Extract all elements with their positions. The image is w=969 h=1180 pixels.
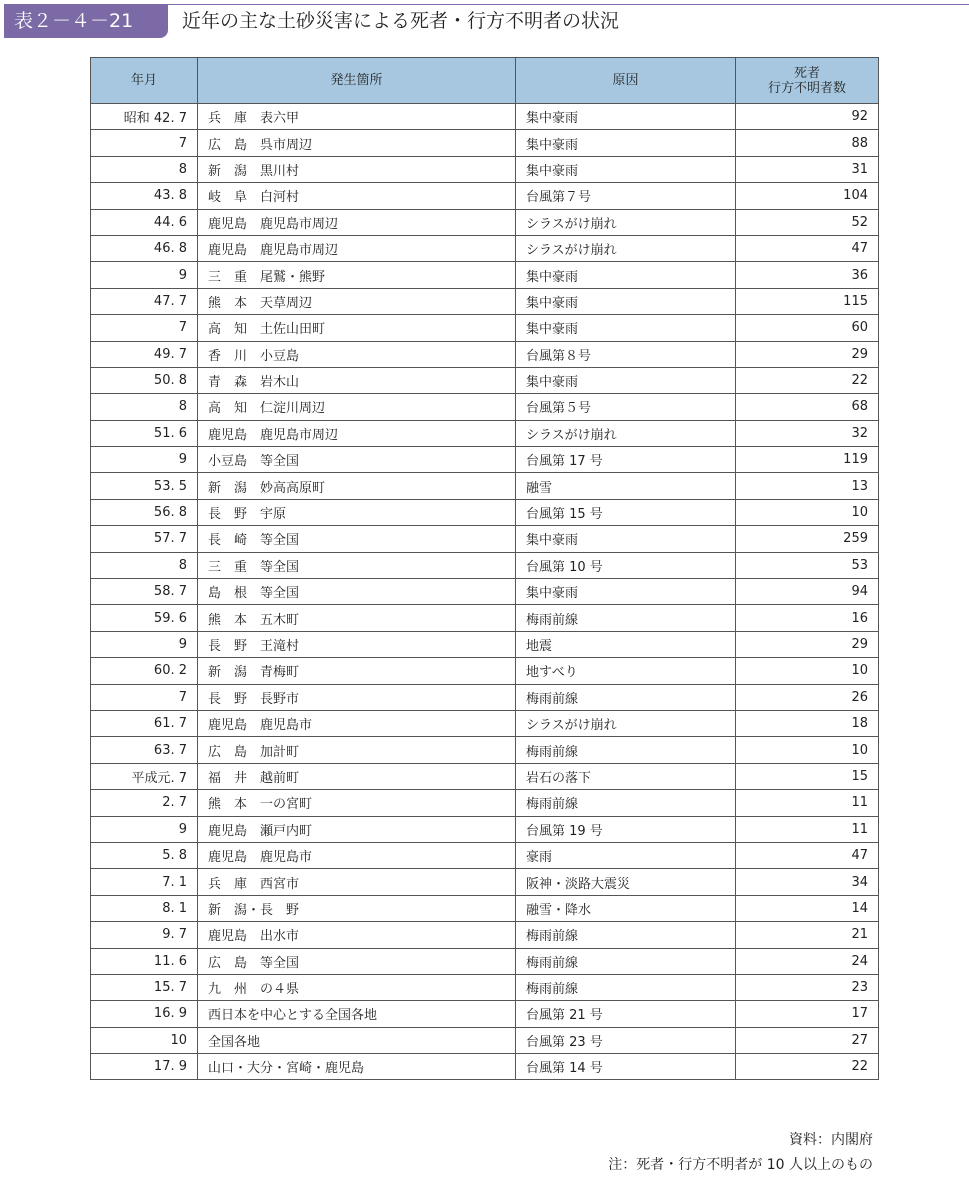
cell-location: 三 重 尾鷲・熊野 (198, 262, 516, 288)
cell-year-month: 5. 8 (91, 842, 198, 868)
table-row (91, 183, 879, 209)
cell-cause: 阪神・淡路大震災 (516, 869, 736, 895)
cell-location: 三 重 等全国 (198, 552, 516, 578)
cell-year-month: 17. 9 (91, 1054, 198, 1080)
cell-year-month: 11. 6 (91, 948, 198, 974)
source-note: 資料：内閣府 (789, 1132, 873, 1148)
cell-location: 鹿児島 瀬戸内町 (198, 816, 516, 842)
cell-count: 10 (736, 658, 879, 684)
table-row (91, 1001, 879, 1027)
cell-count: 22 (736, 1054, 879, 1080)
column-header-location: 発生箇所 (198, 58, 516, 104)
cell-cause: 集中豪雨 (516, 315, 736, 341)
cell-year-month: 昭和 42. 7 (91, 104, 198, 130)
cell-year-month: 43. 8 (91, 183, 198, 209)
cell-count: 14 (736, 895, 879, 921)
table-row (91, 367, 879, 393)
cell-cause: シラスがけ崩れ (516, 710, 736, 736)
cell-count: 104 (736, 183, 879, 209)
table-row (91, 842, 879, 868)
table-row (91, 1027, 879, 1053)
cell-count: 24 (736, 948, 879, 974)
cell-cause: シラスがけ崩れ (516, 209, 736, 235)
table-row (91, 684, 879, 710)
cell-year-month: 8. 1 (91, 895, 198, 921)
cell-year-month: 9 (91, 262, 198, 288)
cell-location: 熊 本 五木町 (198, 605, 516, 631)
cell-cause: シラスがけ崩れ (516, 420, 736, 446)
cell-cause: 岩石の落下 (516, 763, 736, 789)
cell-cause: 地すべり (516, 658, 736, 684)
cell-count: 34 (736, 869, 879, 895)
cell-year-month: 平成元. 7 (91, 763, 198, 789)
table-row (91, 209, 879, 235)
cell-year-month: 49. 7 (91, 341, 198, 367)
cell-cause: 集中豪雨 (516, 262, 736, 288)
cell-year-month: 8 (91, 552, 198, 578)
cell-count: 22 (736, 367, 879, 393)
table-row (91, 974, 879, 1000)
table-row (91, 315, 879, 341)
table-row (91, 262, 879, 288)
cell-cause: 梅雨前線 (516, 922, 736, 948)
table-header-row (91, 58, 879, 104)
cell-location: 長 野 宇原 (198, 499, 516, 525)
cell-count: 10 (736, 499, 879, 525)
cell-cause: 豪雨 (516, 842, 736, 868)
table-row (91, 895, 879, 921)
cell-location: 兵 庫 西宮市 (198, 869, 516, 895)
cell-count: 29 (736, 631, 879, 657)
cell-location: 九 州 の４県 (198, 974, 516, 1000)
cell-cause: 台風第 14 号 (516, 1054, 736, 1080)
cell-location: 新 潟 妙高高原町 (198, 473, 516, 499)
cell-count: 52 (736, 209, 879, 235)
cell-count: 13 (736, 473, 879, 499)
cell-year-month: 9 (91, 447, 198, 473)
cell-cause: 台風第８号 (516, 341, 736, 367)
cell-location: 鹿児島 出水市 (198, 922, 516, 948)
cell-location: 鹿児島 鹿児島市 (198, 710, 516, 736)
cell-location: 新 潟・長 野 (198, 895, 516, 921)
cell-year-month: 16. 9 (91, 1001, 198, 1027)
column-header-cause: 原因 (516, 58, 736, 104)
cell-count: 47 (736, 235, 879, 261)
cell-year-month: 57. 7 (91, 526, 198, 552)
cell-count: 16 (736, 605, 879, 631)
cell-cause: 集中豪雨 (516, 104, 736, 130)
table-row (91, 737, 879, 763)
cell-location: 兵 庫 表六甲 (198, 104, 516, 130)
cell-location: 高 知 土佐山田町 (198, 315, 516, 341)
cell-count: 259 (736, 526, 879, 552)
cell-cause: シラスがけ崩れ (516, 235, 736, 261)
cell-location: 広 島 加計町 (198, 737, 516, 763)
cell-cause: 台風第５号 (516, 394, 736, 420)
cell-cause: 地震 (516, 631, 736, 657)
table-row (91, 1054, 879, 1080)
cell-location: 福 井 越前町 (198, 763, 516, 789)
cell-year-month: 63. 7 (91, 737, 198, 763)
cell-cause: 融雪 (516, 473, 736, 499)
cell-count: 32 (736, 420, 879, 446)
cell-year-month: 9 (91, 631, 198, 657)
column-header-count (736, 58, 879, 104)
cell-year-month: 10 (91, 1027, 198, 1053)
table-row (91, 790, 879, 816)
cell-cause: 台風第 10 号 (516, 552, 736, 578)
page-title: 近年の主な土砂災害による死者・行方不明者の状況 (182, 10, 620, 32)
cell-year-month: 8 (91, 394, 198, 420)
cell-year-month: 8 (91, 156, 198, 182)
cell-cause: 集中豪雨 (516, 156, 736, 182)
cell-count: 27 (736, 1027, 879, 1053)
cell-location: 西日本を中心とする全国各地 (198, 1001, 516, 1027)
cell-year-month: 7 (91, 130, 198, 156)
table-row (91, 447, 879, 473)
cell-year-month: 2. 7 (91, 790, 198, 816)
cell-cause: 台風第 15 号 (516, 499, 736, 525)
column-header-count-line2: 行方不明者数 (767, 80, 846, 96)
cell-location: 広 島 呉市周辺 (198, 130, 516, 156)
cell-count: 115 (736, 288, 879, 314)
cell-year-month: 7. 1 (91, 869, 198, 895)
cell-year-month: 15. 7 (91, 974, 198, 1000)
cell-year-month: 47. 7 (91, 288, 198, 314)
cell-location: 全国各地 (198, 1027, 516, 1053)
cell-location: 青 森 岩木山 (198, 367, 516, 393)
cell-count: 31 (736, 156, 879, 182)
cell-location: 広 島 等全国 (198, 948, 516, 974)
cell-location: 高 知 仁淀川周辺 (198, 394, 516, 420)
cell-cause: 梅雨前線 (516, 948, 736, 974)
table-row (91, 288, 879, 314)
table-row (91, 816, 879, 842)
cell-year-month: 9 (91, 816, 198, 842)
table-row (91, 526, 879, 552)
cell-location: 新 潟 黒川村 (198, 156, 516, 182)
table-row (91, 552, 879, 578)
table-row (91, 499, 879, 525)
cell-cause: 集中豪雨 (516, 526, 736, 552)
cell-cause: 集中豪雨 (516, 367, 736, 393)
table-row (91, 869, 879, 895)
disaster-table (90, 57, 879, 1080)
cell-count: 15 (736, 763, 879, 789)
cell-count: 23 (736, 974, 879, 1000)
cell-location: 鹿児島 鹿児島市周辺 (198, 420, 516, 446)
table-number-label: 表２－４－21 (4, 4, 168, 38)
cell-count: 21 (736, 922, 879, 948)
cell-cause: 台風第 23 号 (516, 1027, 736, 1053)
cell-location: 鹿児島 鹿児島市周辺 (198, 209, 516, 235)
table-row (91, 394, 879, 420)
cell-count: 11 (736, 816, 879, 842)
table-row (91, 579, 879, 605)
cell-cause: 集中豪雨 (516, 130, 736, 156)
cell-location: 岐 阜 白河村 (198, 183, 516, 209)
cell-count: 10 (736, 737, 879, 763)
cell-cause: 梅雨前線 (516, 605, 736, 631)
cell-count: 26 (736, 684, 879, 710)
cell-year-month: 60. 2 (91, 658, 198, 684)
cell-cause: 梅雨前線 (516, 684, 736, 710)
table-row (91, 341, 879, 367)
cell-count: 68 (736, 394, 879, 420)
cell-cause: 集中豪雨 (516, 579, 736, 605)
cell-cause: 台風第 17 号 (516, 447, 736, 473)
table-body (91, 104, 879, 1080)
cell-count: 88 (736, 130, 879, 156)
cell-count: 47 (736, 842, 879, 868)
cell-cause: 梅雨前線 (516, 974, 736, 1000)
cell-location: 鹿児島 鹿児島市周辺 (198, 235, 516, 261)
cell-location: 新 潟 青梅町 (198, 658, 516, 684)
table-row (91, 605, 879, 631)
cell-location: 香 川 小豆島 (198, 341, 516, 367)
cell-year-month: 51. 6 (91, 420, 198, 446)
cell-cause: 台風第 19 号 (516, 816, 736, 842)
cell-count: 92 (736, 104, 879, 130)
cell-year-month: 58. 7 (91, 579, 198, 605)
cell-count: 36 (736, 262, 879, 288)
column-header-year-month: 年月 (91, 58, 198, 104)
table-row (91, 156, 879, 182)
cell-cause: 梅雨前線 (516, 790, 736, 816)
cell-location: 熊 本 一の宮町 (198, 790, 516, 816)
table-row (91, 473, 879, 499)
cell-count: 119 (736, 447, 879, 473)
cell-count: 60 (736, 315, 879, 341)
table-row (91, 710, 879, 736)
table-row (91, 631, 879, 657)
table-row (91, 420, 879, 446)
cell-location: 長 野 長野市 (198, 684, 516, 710)
cell-year-month: 7 (91, 315, 198, 341)
cell-year-month: 56. 8 (91, 499, 198, 525)
cell-location: 熊 本 天草周辺 (198, 288, 516, 314)
cell-year-month: 53. 5 (91, 473, 198, 499)
cell-count: 94 (736, 579, 879, 605)
table-row (91, 104, 879, 130)
table-row (91, 658, 879, 684)
cell-count: 53 (736, 552, 879, 578)
cell-year-month: 7 (91, 684, 198, 710)
cell-count: 18 (736, 710, 879, 736)
cell-year-month: 50. 8 (91, 367, 198, 393)
cell-location: 長 崎 等全国 (198, 526, 516, 552)
cell-count: 17 (736, 1001, 879, 1027)
table-row (91, 948, 879, 974)
cell-location: 鹿児島 鹿児島市 (198, 842, 516, 868)
table-row (91, 130, 879, 156)
cell-count: 29 (736, 341, 879, 367)
cell-location: 島 根 等全国 (198, 579, 516, 605)
cell-cause: 台風第７号 (516, 183, 736, 209)
table-row (91, 235, 879, 261)
cell-cause: 融雪・降水 (516, 895, 736, 921)
cell-cause: 梅雨前線 (516, 737, 736, 763)
cell-location: 小豆島 等全国 (198, 447, 516, 473)
cell-year-month: 46. 8 (91, 235, 198, 261)
cell-cause: 台風第 21 号 (516, 1001, 736, 1027)
footnote: 注：死者・行方不明者が 10 人以上のもの (608, 1157, 873, 1173)
table-row (91, 763, 879, 789)
cell-year-month: 61. 7 (91, 710, 198, 736)
cell-location: 山口・大分・宮崎・鹿児島 (198, 1054, 516, 1080)
cell-year-month: 9. 7 (91, 922, 198, 948)
cell-count: 11 (736, 790, 879, 816)
cell-year-month: 59. 6 (91, 605, 198, 631)
header-rule (168, 4, 969, 5)
cell-cause: 集中豪雨 (516, 288, 736, 314)
column-header-count-line1: 死者 (793, 65, 820, 81)
table-row (91, 922, 879, 948)
cell-year-month: 44. 6 (91, 209, 198, 235)
cell-location: 長 野 王滝村 (198, 631, 516, 657)
